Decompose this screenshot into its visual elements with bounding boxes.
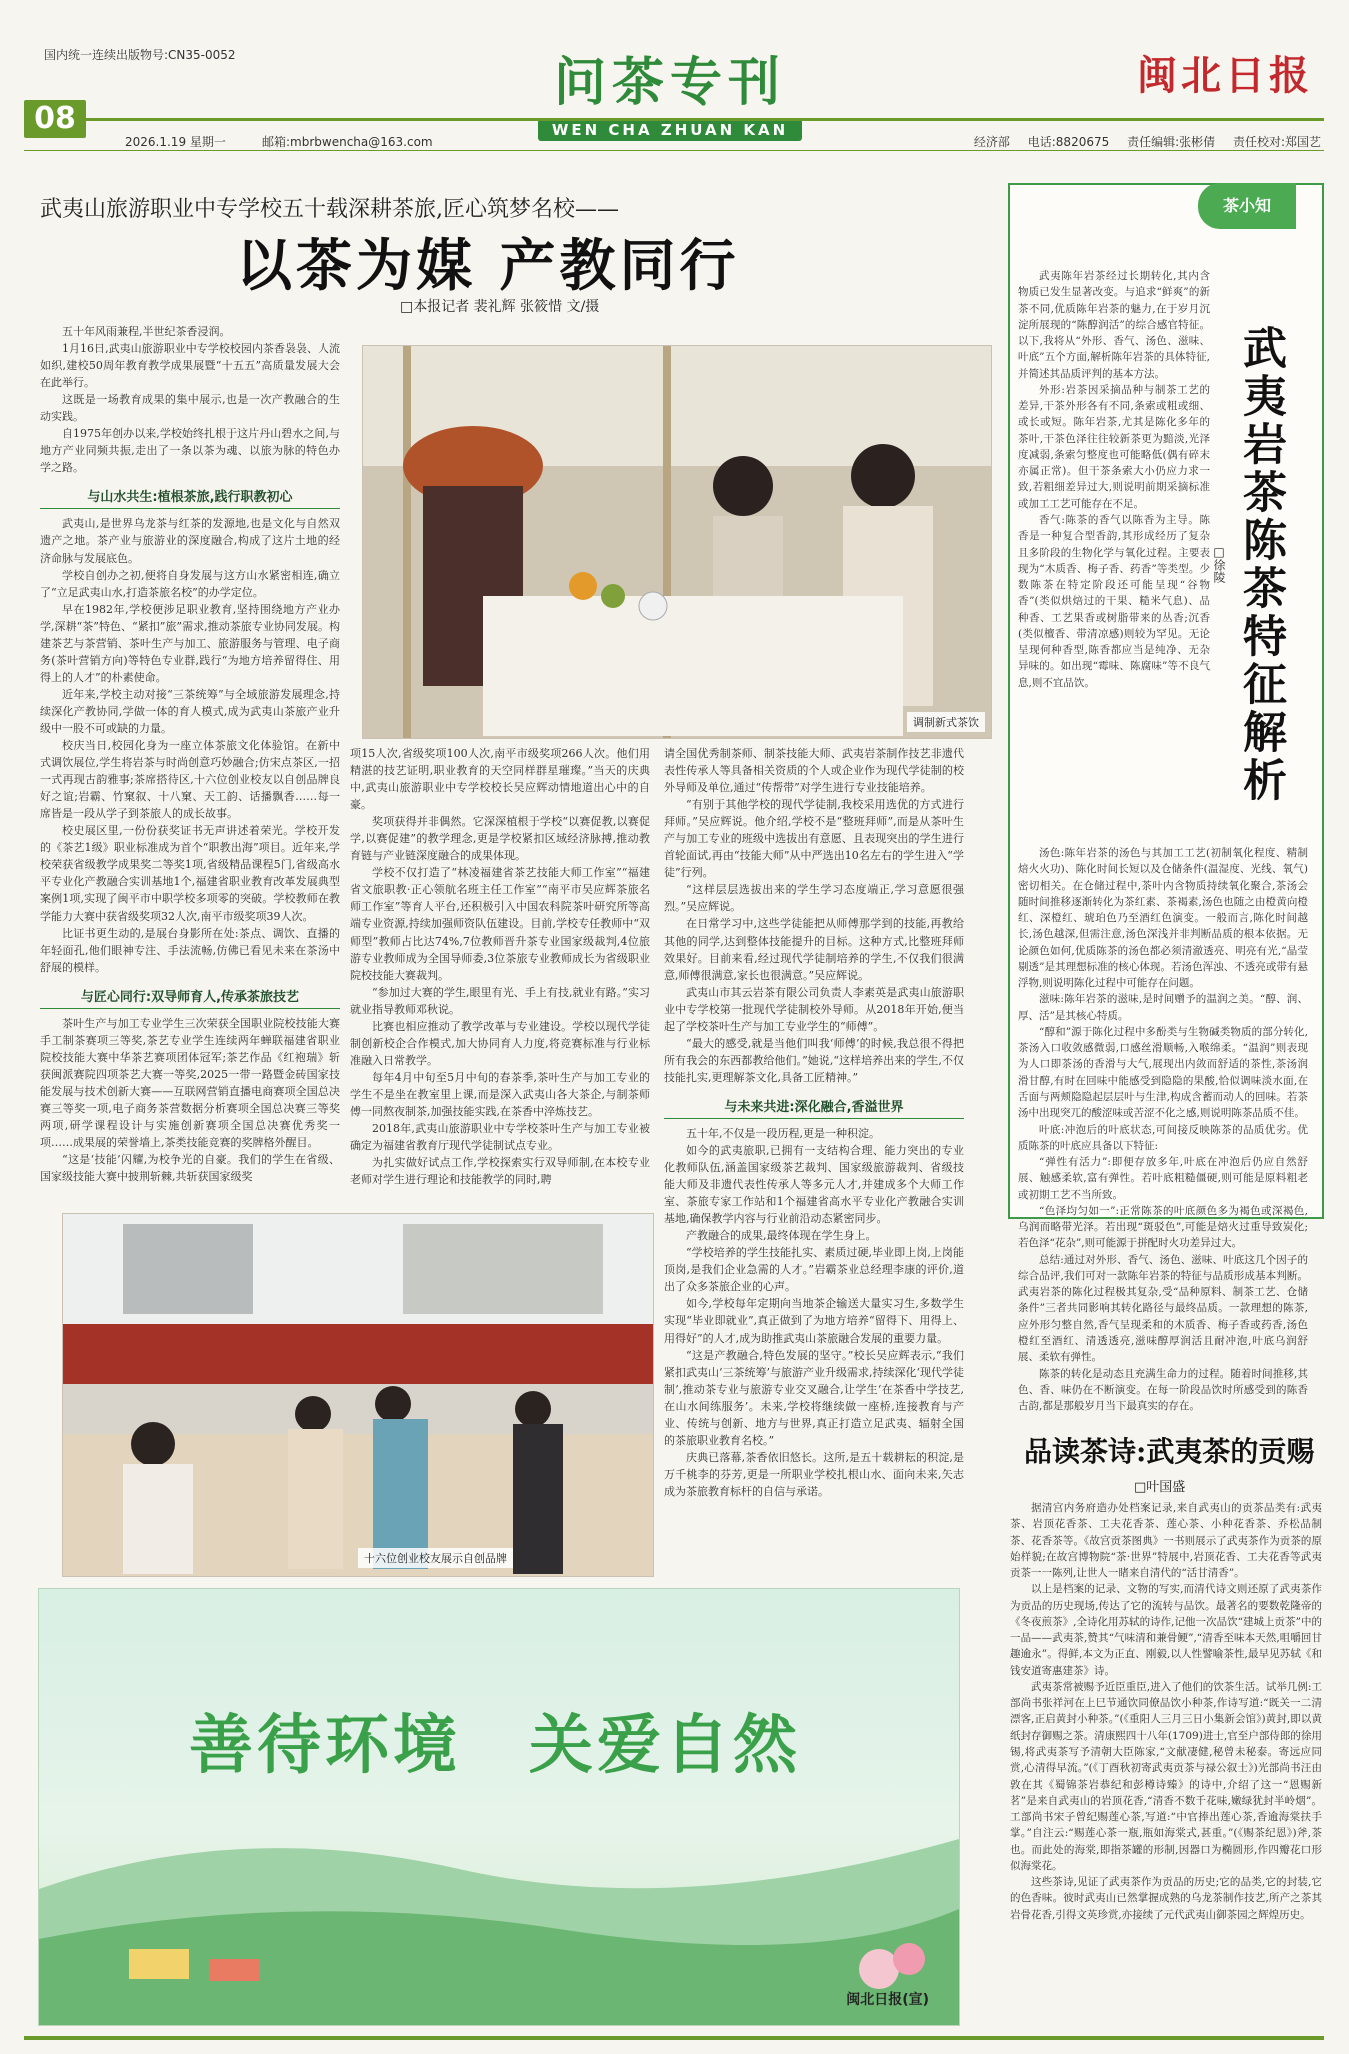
photo-tea-drinks [362, 345, 992, 739]
photo-alumni-booths [62, 1213, 654, 1577]
paragraph: 汤色:陈年岩茶的汤色与其加工工艺(初制氧化程度、精制焙火火功)、陈化时间长短以及仓储条件(温湿度、光线、氧气)密切相关。在仓储过程中,茶叶内含物质持续氧化聚合,茶汤会随时间推移逐渐转化为茶红素、茶褐素,汤色也随之由橙黄向橙红、深橙红、琥珀色乃至酒红色演变。一般而言,陈化时间越长,汤色越深,但需注意,汤色深浅并非判断品质的根本依据。无论颜色如何,优质陈茶的汤色都必须清澈透亮、明亮有光,“晶莹剔透”是其理想标准的核心体现。若汤色浑浊、不透亮或带有悬浮物,则说明陈化过程中可能存在问题。 [1018, 847, 1308, 990]
paragraph: “这样层层选拔出来的学生学习态度端正,学习意愿很强烈。”吴应辉说。 [664, 883, 964, 914]
sidebar-title: 武夷岩茶陈茶特征解析 [1235, 325, 1286, 805]
contact-email: 邮箱:mbrbwencha@163.com [262, 135, 433, 149]
paragraph: 茶叶生产与加工专业学生三次荣获全国职业院校技能大赛手工制茶赛项三等奖,茶艺专业学生连续两年蝉联福建省职业院校技能大赛中华茶艺赛项团体冠军;茶艺作品《红袍瑞》斩获闽派赛院四项茶艺大赛一等奖,2025一带一路暨金砖国家技能发展与技术创新大赛——互联网营销直播电商赛项全国总决赛三等奖一项,电子商务茶营数据分析赛项全国总决赛三等奖两项,研学课程设计与实施创新赛项全国总决赛优秀奖一项……成果展的荣誉墙上,茶类技能竞赛的奖牌格外醒目。 [40, 1016, 340, 1150]
section-heading: 与匠心同行:双导师育人,传承茶旅技艺 [40, 986, 340, 1009]
paragraph: “色泽均匀如一”:正常陈茶的叶底颜色多为褐色或深褐色,乌润而略带光泽。若出现“斑驳色”,可能是焙火过重导致炭化;若色泽“花杂”,则可能源于拼配时火功差异过大。 [1018, 1204, 1308, 1250]
paragraph: 据清宫内务府造办处档案记录,来自武夷山的贡茶品类有:武夷茶、岩顶花香茶、工夫花香茶、莲心茶、小种花香茶、乔松品制茶、花香茶等。《故宫贡茶图典》一书则展示了武夷茶作为贡茶的原始样貌;在故宫博物院“茶·世界”特展中,岩顶花香、工夫花香等武夷贡茶一一陈列,让世人一睹来自清代的“活甘清香”。 [1010, 1502, 1322, 1580]
ad-credit: 闽北日报(宣) [846, 1992, 929, 2008]
sidebar-text-bottom [1018, 845, 1308, 1414]
article-column-3 [664, 745, 964, 1500]
footer-rule [24, 2036, 1324, 2040]
article-byline: □本报记者 裴礼辉 张筱惜 文/摄 [400, 299, 600, 315]
paragraph: 学校不仅打造了“林凌福建省茶艺技能大师工作室”“福建省文旅职教·正心领航名班主任工作室”“南平市吴应辉茶旅名师工作室”等育人平台,还积极引入中国农科院茶叶研究所等高端专业资源,持续加强师资队伍建设。目前,学校专任教师中“双师型”教师占比达74%,7位教师晋升茶专业国家级裁判,4位旅游专业教师成为全国导师委,3位茶旅专业教师成长为省级职业院校技能大赛裁判。 [350, 866, 650, 982]
paragraph: 每年4月中旬至5月中旬的春茶季,茶叶生产与加工专业的学生不是坐在教室里上课,而是深入武夷山各大茶企,与制茶师傅一同熬夜制茶,加强技能实践,在茶香中淬炼技艺。 [350, 1070, 650, 1118]
paragraph: 比赛也相应推动了教学改革与专业建设。学校以现代学徒制创新校企合作模式,加大协同育人力度,将竞赛标准与行业标准融入日常教学。 [350, 1019, 650, 1067]
sidebar-byline: □徐陵 [1212, 545, 1226, 583]
photo-alumni-booths-image [63, 1214, 653, 1576]
paragraph: 早在1982年,学校便涉足职业教育,坚持围绕地方产业办学,深耕“茶”特色、“紧扣”旅”需求,推动茶旅专业协同发展。构建茶艺与茶营销、茶叶生产与加工、旅游服务与管理、电子商务(茶叶营销方向)等特色专业群,践行“为地方培养留得住、用得上的人才”的朴素使命。 [40, 602, 340, 684]
photo-caption: 调制新式茶饮 [907, 712, 985, 732]
paragraph: 产教融合的成果,最终体现在学生身上。 [686, 1229, 877, 1243]
ad-slogan-left: 善待环境 [189, 1708, 461, 1783]
paragraph: 武夷茶常被赐予近臣重臣,进入了他们的饮茶生活。试举几例:工部尚书张祥河在上巳节通饮同僚品饮小种茶,作诗写道:“既关一二清漂客,正启黄封小种茶。”(《重阳人三月三日小集新会馆》)黄封,即以黄纸封存御赐之茶。清康熙四十八年(1709)进士,官至户部侍郎的徐用锡,将武夷茶写予清朝大臣陈家,“文献凄健,秘曾未秘泰。寄远应同赏,心清得早流。”(《丁酉秋初寄武夷贡茶与禄公叙士》)光部尚书汪由敦在其《蜀锦茶岩恭纪和彭樽诗臻》的诗中,介绍了这一“恩赐新茗”是来自武夷山的岩顶花香,“清香不数千花味,嫩绿犹封半岭烟”。工部尚书宋子曾纪赐莲心茶,写道:“中官捧出莲心茶,香逾海棠扶手掌。”自注云:“赐莲心茶一瓶,瓶如海棠式,甚重。”(《赐茶纪恩》)斧,茶也。而此处的海棠,即指茶罐的形制,因器口为椭圆形,作四瓣花口形似海棠花。 [1010, 1680, 1322, 1872]
editor: 责任编辑:张彬倩 [1127, 135, 1216, 149]
paragraph: “有别于其他学校的现代学徒制,我校采用选优的方式进行拜师。”吴应辉说。他介绍,学校不是“整班拜师”,而是从茶叶生产与加工专业的班级中选拔出有意愿、且表现突出的学生进行首轮面试,再由“技能大师”从中严选出10名左右的学生进入“学徒”行列。 [664, 798, 964, 880]
paragraph: 学校自创办之初,便将自身发展与这方山水紧密相连,确立了“立足武夷山水,打造茶旅名校”的办学定位。 [40, 568, 340, 599]
section-heading: 与未来共进:深化融合,香溢世界 [664, 1096, 964, 1119]
poem-article-byline: □叶国盛 [1134, 1480, 1186, 1495]
paragraph: 校史展区里,一份份获奖证书无声讲述着荣光。学校开发的《茶艺1级》职业标准成为首个“职教出海”项目。近年来,学校荣获省级教学成果奖二等奖1项,省级精品课程5门,省级高水平专业化产教融合实训基地1个,福建省职业教育改革发展典型案例1项,实现了闽平市中职学校多项零的突破。学校教师在教学能力大赛中获省级奖项32人次,南平市级奖项39人次。 [40, 824, 340, 923]
article-kicker: 武夷山旅游职业中专学校五十载深耕茶旅,匠心筑梦名校—— [40, 197, 619, 222]
article-headline: 以茶为媒 产教同行 [236, 233, 740, 299]
paragraph: 香气:陈茶的香气以陈香为主导。陈香是一种复合型香韵,其形成经历了复杂且多阶段的生物化学与氧化过程。主要表现为“木质香、梅子香、药香”等类型。少数陈茶在特定阶段还可能呈现“谷物香”(类似烘焙过的干果、糙米气息)、品种香、工艺果香或树脂带来的丛香;沉香(类似檀香、带清凉感)则较为罕见。无论呈现何种香型,陈香都应当是纯净、无杂异味的。如出现“霉味、陈腐味”等不良气息,则不宜品饮。 [1018, 513, 1210, 689]
ad-slogan-right: 关爱自然 [529, 1708, 801, 1783]
section-heading: 与山水共生:植根茶旅,践行职教初心 [40, 486, 340, 509]
paragraph: 在日常学习中,这些学徒能把从师傅那学到的技能,再教给其他的同学,达到整体技能提升的目标。这种方式,比整班拜师效果好。目前来看,经过现代学徒制培养的学生,不仅我们很满意,师傅很满意,家长也很满意。”吴应辉说。 [664, 917, 964, 982]
paper-logo: 闽北日报 [1137, 52, 1313, 99]
paragraph: 为扎实做好试点工作,学校探索实行双导师制,在本校专业老师对学生进行理论和技能教学的同时,聘 [350, 1156, 650, 1187]
paragraph: 这些茶诗,见证了武夷茶作为贡品的历史;它的品类,它的封装,它的色香味。彼时武夷山已然掌握成熟的乌龙茶制作技艺,所产之茶其岩骨花香,引得文英珍赏,亦接续了元代武夷山御茶园之辉煌历史。 [1010, 1876, 1322, 1921]
paragraph: 比证书更生动的,是展台身影所在处:茶点、调饮、直播的年轻面孔,他们眼神专注、手法流畅,仿佛已看见未来在茶汤中舒展的模样。 [40, 926, 340, 974]
paragraph: 近年来,学校主动对接“三茶统筹”与全域旅游发展理念,持续深化产教协同,学做一体的育人模式,成为武夷山茶旅产业升级中一股不可或缺的力量。 [40, 687, 340, 735]
photo-caption: 十六位创业校友展示自创品牌 [358, 1548, 513, 1568]
page-number: 08 [24, 100, 86, 138]
poem-article-body [1010, 1500, 1322, 1923]
proofreader: 责任校对:郑国艺 [1232, 135, 1321, 149]
paragraph: 自1975年创办以来,学校始终扎根于这片丹山碧水之间,与地方产业同频共振,走出了一条以茶为魂、以旅为脉的特色办学之路。 [40, 427, 340, 475]
paragraph: 庆典已落幕,茶香依旧悠长。这所,是五十载耕耘的积淀,是万千桃李的芬芳,更是一所职业学校扎根山水、面向未来,矢志成为茶旅教育标杆的自信与承诺。 [664, 1450, 964, 1498]
article-column-2 [350, 745, 650, 1188]
paragraph: 项15人次,省级奖项100人次,南平市级奖项266人次。他们用精湛的技艺证明,职业教育的天空同样群星璀璨。”当天的庆典中,武夷山旅游职业中专学校校长吴应辉动情地道出心中的自豪。 [350, 747, 650, 812]
paragraph: 如今,学校每年定期向当地茶企输送大量实习生,多数学生实现“毕业即就业”,真正做到了为地方培养“留得下、用得上、用得好”的人才,成为助推武夷山茶旅融合发展的重要力量。 [664, 1297, 964, 1345]
masthead [0, 0, 1349, 150]
sidebar-text-top [1018, 268, 1210, 691]
paragraph: 陈茶的转化是动态且充满生命力的过程。随着时间推移,其色、香、味仍在不断演变。在每一阶段品饮时所感受到的陈香古韵,都是那般岁月当下最真实的存在。 [1018, 1367, 1308, 1413]
public-service-ad [38, 1588, 960, 2026]
paragraph: “参加过大赛的学生,眼里有光、手上有技,就业有路。”实习就业指导教师邓秋说。 [350, 985, 650, 1016]
paragraph: 外形:岩茶因采摘品种与制茶工艺的差异,干茶外形各有不同,条索或粗或细、或长或短。陈年岩茶,尤其是陈化多年的茶叶,干茶色泽往往较新茶更为黯淡,光泽度减弱,条索匀整度也可能略低(偶有碎末亦属正常)。但干茶条索大小仍应力求一致,若粗细差异过大,则说明前期采摘标准或加工工艺可能存在不足。 [1018, 383, 1210, 510]
paragraph: 滋味:陈年岩茶的滋味,是时间赠予的温润之美。“醇、润、厚、活”是其核心特质。 [1018, 993, 1308, 1022]
column-title-en: WEN CHA ZHUAN KAN [538, 119, 802, 141]
issue-date: 2026.1.19 星期一 [125, 135, 226, 149]
paragraph: 校庆当日,校园化身为一座立体茶旅文化体验馆。在新中式调饮展位,学生将岩茶与时尚创意巧妙融合;仿宋点茶区,一招一式再现古韵雅事;茶席搭待区,十六位创业校友以自创品牌良好之谊;岩霸、竹窠叙、十八窠、天工韵、话播飘香……每一席皆是一段从学子到茶旅人的成长故事。 [40, 739, 340, 821]
paragraph: 请全国优秀制茶师、制茶技能大师、武夷岩茶制作技艺非遗代表性传承人等具备相关资质的个人或企业作为现代学徒制的校外导师及单位,通过“传帮带”对学生进行专业技能培养。 [664, 747, 964, 795]
article-column-1 [40, 323, 340, 1185]
paragraph: 五十年风雨兼程,半世纪茶香浸润。 [62, 325, 231, 338]
paragraph: “这是‘技能’闪耀,为校争光的自豪。我们的学生在省级、国家级技能大赛中披荆斩棘,共斩获国家级奖 [40, 1153, 340, 1184]
poem-article-title: 品读茶诗:武夷茶的贡赐 [1024, 1435, 1315, 1468]
paragraph: 1月16日,武夷山旅游职业中专学校校园内茶香袅袅、人流如织,建校50周年教育教学成果展暨“十五五”高质量发展大会在此举行。 [40, 342, 340, 390]
paragraph: “最大的感受,就是当他们叫我‘师傅’的时候,我总很不得把所有我会的东西都教给他们。”她说,“这样培养出来的学生,不仅技能扎实,更理解茶文化,具备工匠精神。” [664, 1036, 964, 1084]
column-title [520, 40, 820, 141]
paragraph: “学校培养的学生技能扎实、素质过硬,毕业即上岗,上岗能顶岗,是我们企业急需的人才。”岩霸茶业总经理李康的评价,道出了众多茶旅企业的心声。 [664, 1246, 964, 1294]
paragraph: 2018年,武夷山旅游职业中专学校茶叶生产与加工专业被确定为福建省教育厅现代学徒制试点专业。 [350, 1122, 650, 1153]
paragraph: 奖项获得并非偶然。它深深植根于学校“以赛促教,以赛促学,以赛促建”的教学理念,更是学校紧扣区域经济脉搏,推动教育链与产业链深度融合的成果体现。 [350, 815, 650, 863]
publication-code: 国内统一连续出版物号:CN35-0052 [44, 48, 236, 62]
paragraph: 武夷山,是世界乌龙茶与红茶的发源地,也是文化与自然双遗产之地。茶产业与旅游业的深度融合,构成了这片土地的经济命脉与发展底色。 [40, 517, 340, 565]
paragraph: 以上是档案的记录、文物的写实,而清代诗文则还原了武夷茶作为贡品的历史现场,传达了它的流转与品饮。最著名的要数乾隆帝的《冬夜煎茶》,全诗化用苏轼的诗作,记他一次品饮“建城上贡茶”中的一品——武夷茶,赞其“气味清和兼骨鲠”,“清香至味本天然,咀嚼回甘趣逾永”。得鲜,本文为正直、刚毅,以人性譬喻茶性,最早见苏轼《和钱安道寄惠建茶》诗。 [1010, 1583, 1322, 1677]
masthead-bottom-rule [24, 150, 1324, 151]
paragraph: 武夷陈年岩茶经过长期转化,其内含物质已发生显著改变。与追求“鲜爽”的新茶不同,优质陈年岩茶的魅力,在于岁月沉淀所展现的“陈醇润活”的综合感官特征。以下,我将从“外形、香气、汤色、滋味、叶底”五个方面,解析陈年岩茶的具体特征,并简述其品质评判的基本方法。 [1018, 270, 1210, 380]
paragraph: 武夷山市其云岩茶有限公司负责人李素英是武夷山旅游职业中专学校第一批现代学徒制校外导师。从2018年开始,便当起了学校茶叶生产与加工专业学生的“师傅”。 [664, 985, 964, 1033]
ad-landscape-illustration [39, 1589, 959, 2025]
paragraph: “这是产教融合,特色发展的坚守。”校长吴应辉表示,“我们紧扣武夷山‘三茶统筹’与旅游产业升级需求,持续深化‘现代学徒制’,推动茶专业与旅游专业交叉融合,让学生‘在茶香中学技艺,在山水间练服务’。未来,学校将继续做一座桥,连接教育与产业、传统与创新、地方与世界,真正打造立足武夷、辐射全国的茶旅职业教育名校。” [664, 1348, 964, 1447]
paragraph: 总结:通过对外形、香气、汤色、滋味、叶底这几个因子的综合品评,我们可对一款陈年岩茶的特征与品质形成基本判断。武夷岩茶的陈化过程极其复杂,受“品种原料、制茶工艺、仓储条件”三者共同影响其转化路径与最终品质。一款理想的陈茶,应外形匀整自然,香气呈现柔和的木质香、梅子香或药香,汤色橙红至酒红、清透透亮,滋味醇厚润活且耐冲泡,叶底乌润舒展、柔软有弹性。 [1018, 1253, 1308, 1364]
paragraph: 如今的武夷旅职,已拥有一支结构合理、能力突出的专业化教师队伍,涵盖国家级茶艺裁判、国家级旅游裁判、省级技能大师及非遗代表性传承人等多元人才,并建成多个大师工作室、茶旅专家工作站和1个福建省高水平专业化产教融合实训基地,确保教学内容与行业前沿动态紧密同步。 [664, 1143, 964, 1226]
photo-tea-drinks-image [363, 346, 991, 738]
paragraph: “醇和”源于陈化过程中多酚类与生物碱类物质的部分转化,茶汤入口收敛感微弱,口感丝滑顺畅,入喉绵柔。“温润”则表现为人口即茶汤的香滑与大气,展现出内敛而舒适的茶性,茶汤润滑甘醇,有时在回味中能感受到隐隐的果酸,恰似调味淡水面,在舌面与两颊隐隐起层层叶与生津,构成含蓄而动人的回味。若茶汤中出现突兀的酸涩味或苦涩不化之感,则说明陈茶品质不佳。 [1018, 1025, 1308, 1120]
paragraph: 五十年,不仅是一段历程,更是一种积淀。 [686, 1126, 880, 1140]
paragraph: 叶底:冲泡后的叶底状态,可间接反映陈茶的品质优劣。优质陈茶的叶底应具备以下特征: [1018, 1123, 1308, 1152]
paragraph: 这既是一场教育成果的集中展示,也是一次产教融合的生动实践。 [40, 393, 340, 424]
department: 经济部 [973, 135, 1010, 149]
editorial-info [960, 133, 1321, 150]
paragraph: “弹性有活力”:即便存放多年,叶底在冲泡后仍应自然舒展、触感柔软,富有弹性。若叶底粗糙僵硬,则可能是原料粗老或初期工艺不当所致。 [1018, 1156, 1308, 1201]
sidebar-badge: 茶小知 [1198, 183, 1296, 229]
phone: 电话:8820675 [1027, 135, 1110, 149]
column-title-cn: 问茶专刊 [553, 52, 786, 113]
top-rule [86, 118, 1324, 121]
